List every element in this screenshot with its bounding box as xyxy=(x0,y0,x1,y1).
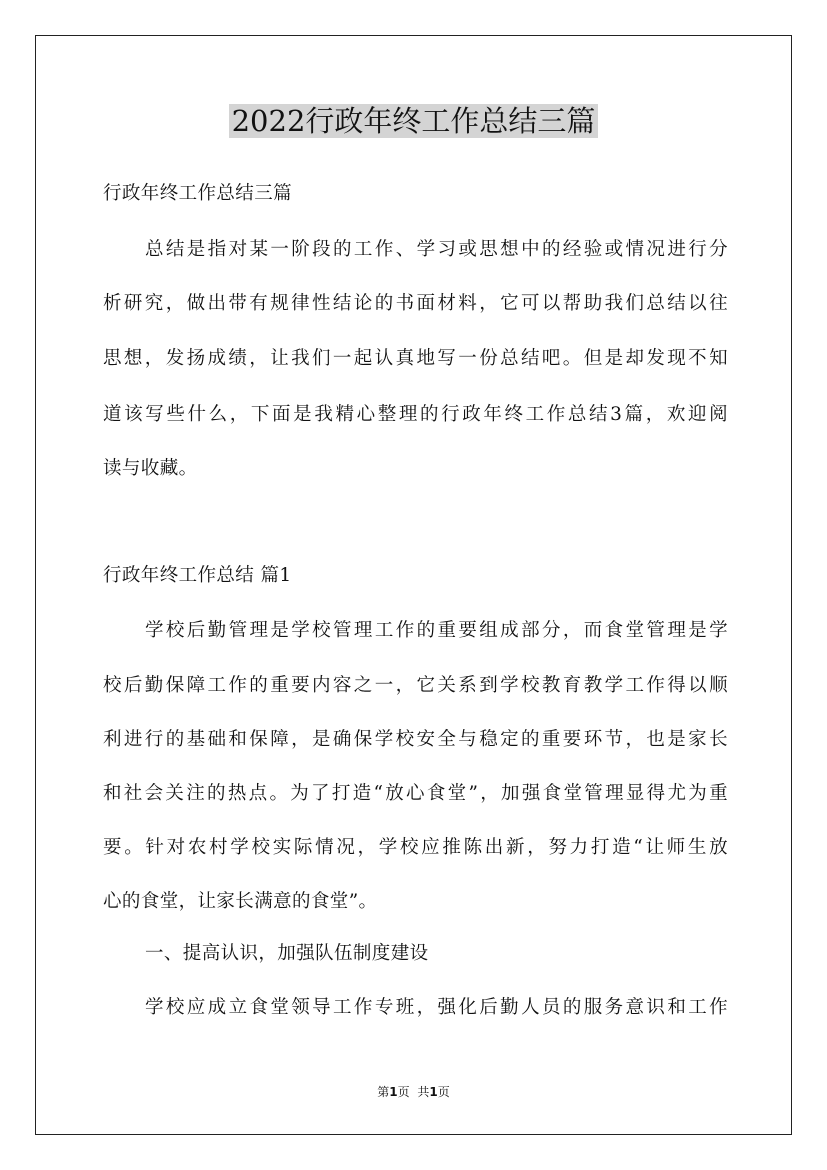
body-line: 要。针对农村学校实际情况，学校应推陈出新，努力打造“让师生放 xyxy=(103,837,728,858)
page-footer xyxy=(0,1084,827,1100)
intro-line: 道该写些什么，下面是我精心整理的行政年终工作总结3篇，欢迎阅 xyxy=(103,404,728,425)
page-prefix: 第 xyxy=(377,1085,390,1099)
document-subtitle: 行政年终工作总结三篇 xyxy=(103,183,293,204)
page-suffix: 页 xyxy=(397,1085,410,1099)
section-heading: 行政年终工作总结 篇1 xyxy=(103,565,292,586)
intro-line: 析研究，做出带有规律性结论的书面材料，它可以帮助我们总结以往 xyxy=(103,293,728,314)
document-title: 2022行政年终工作总结三篇 xyxy=(0,100,827,142)
body-line: 学校应成立食堂领导工作专班，强化后勤人员的服务意识和工作 xyxy=(145,997,728,1018)
body-line: 校后勤保障工作的重要内容之一，它关系到学校教育教学工作得以顺 xyxy=(103,675,728,696)
total-suffix: 页 xyxy=(437,1085,450,1099)
body-line: 学校后勤管理是学校管理工作的重要组成部分，而食堂管理是学 xyxy=(145,620,728,641)
total-pages: 1 xyxy=(429,1085,438,1099)
intro-line: 思想，发扬成绩，让我们一起认真地写一份总结吧。但是却发现不知 xyxy=(103,348,728,369)
point-heading: 一、提高认识，加强队伍制度建设 xyxy=(145,943,429,964)
page-number: 1 xyxy=(389,1085,398,1099)
total-prefix: 共 xyxy=(417,1085,430,1099)
intro-line: 读与收藏。 xyxy=(103,458,198,479)
body-line: 利进行的基础和保障，是确保学校安全与稳定的重要环节，也是家长 xyxy=(103,729,728,750)
body-line: 和社会关注的热点。为了打造“放心食堂”，加强食堂管理显得尤为重 xyxy=(103,783,728,804)
intro-line: 总结是指对某一阶段的工作、学习或思想中的经验或情况进行分 xyxy=(145,239,728,260)
body-line: 心的食堂，让家长满意的食堂”。 xyxy=(103,891,378,912)
